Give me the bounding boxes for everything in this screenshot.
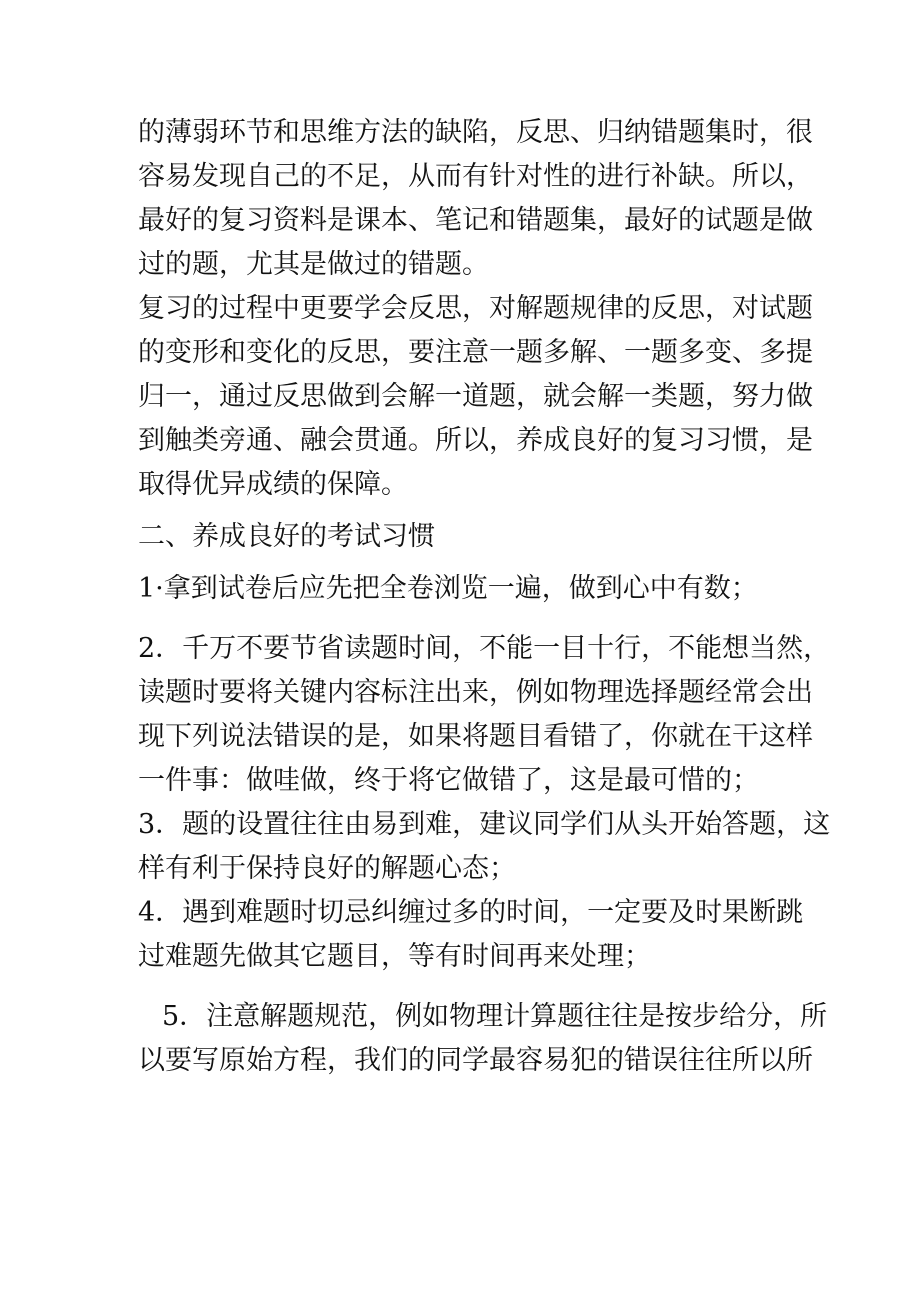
text-line: 到触类旁通、融会贯通。所以，养成良好的复习习惯，是 [138,425,813,456]
text-line: 过难题先做其它题目，等有时间再来处理； [138,941,651,972]
text-line: 4．遇到难题时切忌纠缠过多的时间，一定要及时果断跳 [138,897,804,928]
text-line: 现下列说法错误的是，如果将题目看错了，你就在干这样 [138,721,813,752]
text-line: 复习的过程中更要学会反思，对解题规律的反思，对试题 [138,293,813,324]
text-line: 读题时要将关键内容标注出来，例如物理选择题经常会出 [138,677,813,708]
text-line: 3．题的设置往往由易到难，建议同学们从头开始答题，这 [138,809,831,840]
list-item-2 [138,627,831,803]
text-line: 一件事：做哇做，终于将它做错了，这是最可惜的； [138,765,759,796]
list-item-4 [138,891,804,979]
text-line: 以要写原始方程，我们的同学最容易犯的错误往往所以所 [138,1045,813,1076]
text-line: 取得优异成绩的保障。 [138,469,408,500]
text-line: 归一，通过反思做到会解一道题，就会解一类题，努力做 [138,381,813,412]
text-line: 容易发现自己的不足，从而有针对性的进行补缺。所以， [138,161,813,192]
list-item-5 [138,995,828,1083]
text-line: 的薄弱环节和思维方法的缺陷，反思、归纳错题集时，很 [138,117,813,148]
text-line: 过的题，尤其是做过的错题。 [138,249,489,280]
text-line: 1·拿到试卷后应先把全卷浏览一遍，做到心中有数； [138,573,758,604]
text-line: 2．千万不要节省读题时间，不能一目十行，不能想当然， [138,633,831,664]
list-item-1 [138,567,798,611]
text-line: 样有利于保持良好的解题心态； [138,853,516,884]
paragraph-review-materials [138,111,813,287]
heading-text: 二、养成良好的考试习惯 [138,521,435,552]
document-body [138,111,831,1083]
section-heading [138,515,798,559]
text-line: 的变形和变化的反思，要注意一题多解、一题多变、多提 [138,337,813,368]
text-line: 最好的复习资料是课本、笔记和错题集，最好的试题是做 [138,205,813,236]
paragraph-reflection [138,287,813,507]
list-item-3 [138,803,831,891]
text-line: 5．注意解题规范，例如物理计算题往往是按步给分，所 [162,1001,828,1032]
